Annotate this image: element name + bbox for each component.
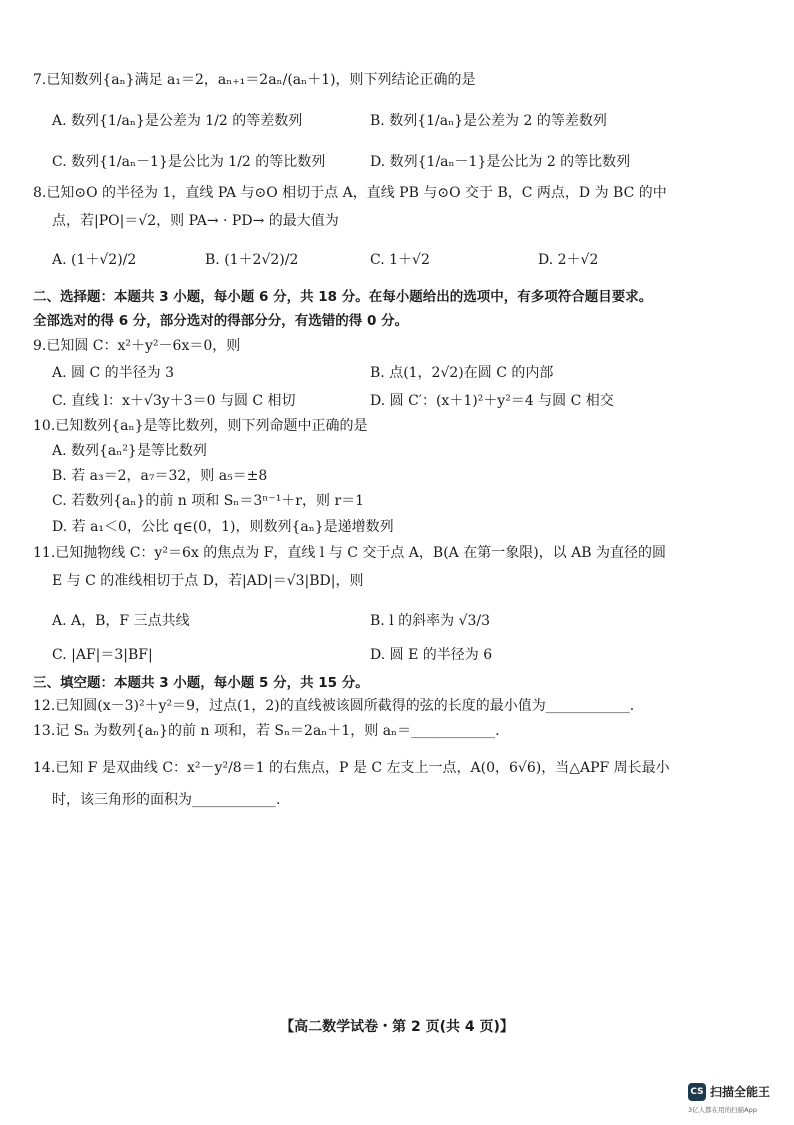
q10-stem: 10.已知数列{aₙ}是等比数列，则下列命题中正确的是 (33, 418, 368, 434)
section2-heading-line1: 二、选择题：本题共 3 小题，每小题 6 分，共 18 分。在每小题给出的选项中，有多项符合题目要求。 (33, 289, 653, 305)
watermark-name: 扫描全能王 (710, 1085, 771, 1099)
camscanner-logo-icon: CS (688, 1083, 706, 1101)
q9-option-d: D. 圆 C′：(x＋1)²＋y²＝4 与圆 C 相交 (370, 393, 614, 409)
q9-stem: 9.已知圆 C：x²＋y²－6x＝0，则 (33, 338, 241, 354)
q8-option-a: A. (1＋√2)/2 (52, 252, 137, 268)
q7-option-c: C. 数列{1/aₙ－1}是公比为 1/2 的等比数列 (52, 154, 326, 170)
q12-stem: 12.已知圆(x－3)²＋y²＝9，过点(1，2)的直线被该圆所截得的弦的长度的最小值为____________. (33, 698, 635, 714)
q7-option-b: B. 数列{1/aₙ}是公差为 2 的等差数列 (370, 113, 607, 129)
q11-option-c: C. |AF|＝3|BF| (52, 647, 153, 663)
q8-option-c: C. 1＋√2 (370, 252, 430, 268)
q11-stem-line1: 11.已知抛物线 C：y²＝6x 的焦点为 F，直线 l 与 C 交于点 A，B(A 在第一象限)，以 AB 为直径的圆 (33, 545, 666, 561)
q14-stem-line1: 14.已知 F 是双曲线 C：x²－y²/8＝1 的右焦点，P 是 C 左支上一点，A(0，6√6)，当△APF 周长最小 (33, 760, 670, 776)
q11-option-a: A. A，B，F 三点共线 (52, 613, 190, 629)
q9-option-c: C. 直线 l：x＋√3y＋3＝0 与圆 C 相切 (52, 393, 296, 409)
scanner-watermark (688, 1083, 786, 1119)
page-footer: 【高二数学试卷・第 2 页(共 4 页)】 (280, 1019, 514, 1035)
q10-option-b: B. 若 a₃＝2，a₇＝32，则 a₅＝±8 (52, 468, 268, 484)
q8-option-b: B. (1＋2√2)/2 (205, 252, 299, 268)
watermark-tagline: 3亿人都在用的扫描App (688, 1106, 757, 1114)
q8-option-d: D. 2＋√2 (538, 252, 599, 268)
q11-option-b: B. l 的斜率为 √3/3 (370, 613, 491, 629)
q11-option-d: D. 圆 E 的半径为 6 (370, 647, 493, 663)
q9-option-a: A. 圆 C 的半径为 3 (52, 365, 174, 381)
q10-option-d: D. 若 a₁＜0，公比 q∈(0，1)，则数列{aₙ}是递增数列 (52, 519, 394, 535)
q8-stem-line2: 点，若|PO|＝√2，则 PA→ · PD→ 的最大值为 (52, 213, 339, 229)
q7-option-a: A. 数列{1/aₙ}是公差为 1/2 的等差数列 (52, 113, 303, 129)
q14-stem-line2: 时，该三角形的面积为____________. (52, 792, 281, 808)
q10-option-c: C. 若数列{aₙ}的前 n 项和 Sₙ＝3ⁿ⁻¹＋r，则 r＝1 (52, 493, 365, 509)
q7-stem: 7.已知数列{aₙ}满足 a₁＝2，aₙ₊₁＝2aₙ/(aₙ＋1)，则下列结论正确的是 (33, 72, 476, 88)
section2-heading-line2: 全部选对的得 6 分，部分选对的得部分分，有选错的得 0 分。 (33, 313, 409, 329)
q10-option-a: A. 数列{aₙ²}是等比数列 (52, 443, 207, 459)
q13-stem: 13.记 Sₙ 为数列{aₙ}的前 n 项和，若 Sₙ＝2aₙ＋1，则 aₙ＝____________. (33, 723, 500, 739)
q9-option-b: B. 点(1，2√2)在圆 C 的内部 (370, 365, 554, 381)
q11-stem-line2: E 与 C 的准线相切于点 D，若|AD|＝√3|BD|，则 (52, 573, 364, 589)
q8-stem-line1: 8.已知⊙O 的半径为 1，直线 PA 与⊙O 相切于点 A，直线 PB 与⊙O 交于 B，C 两点，D 为 BC 的中 (33, 185, 667, 201)
section3-heading: 三、填空题：本题共 3 小题，每小题 5 分，共 15 分。 (33, 675, 369, 691)
q7-option-d: D. 数列{1/aₙ－1}是公比为 2 的等比数列 (370, 154, 631, 170)
